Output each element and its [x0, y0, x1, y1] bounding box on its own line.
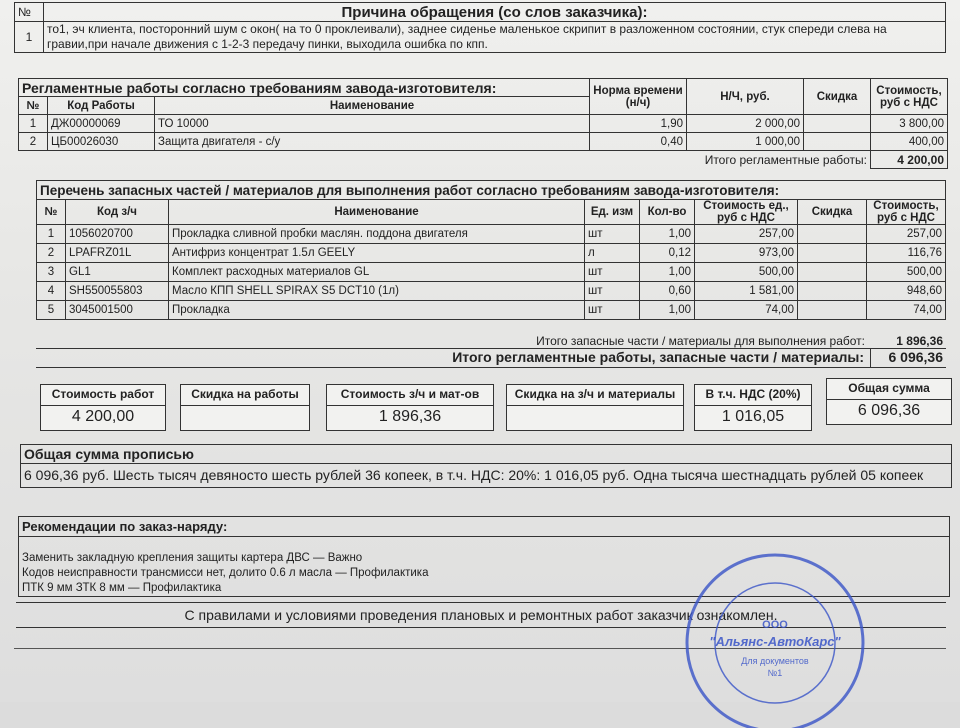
reason-text: то1, эч клиента, посторонний шум с окон( на то 0 проклеивали), заднее сиденье маленькое скрипит в разложенном состоянии, стук спереди слева на гравии,при начале движения с 1-2-3 передачу пинки, выходила ошибка по кпп. [44, 22, 946, 53]
parts-header-qty: Кол-во [640, 200, 695, 225]
amount-in-words-label: Общая сумма прописью [21, 445, 951, 464]
parts-row-code: SH550055803 [66, 282, 169, 301]
summary-total-value: 6 096,36 [857, 402, 921, 419]
parts-row-unit: шт [585, 225, 640, 244]
summary-parts-cost-label: Стоимость з/ч и мат-ов [327, 385, 493, 406]
parts-row-cost: 116,76 [867, 244, 946, 263]
works-row-norm: 0,40 [590, 133, 687, 151]
works-row-discount [804, 115, 871, 133]
parts-row-discount [798, 263, 867, 282]
recommendation-line: Заменить закладную крепления защиты картера ДВС — Важно [22, 552, 363, 564]
summary-total [826, 378, 952, 425]
parts-row-unit: шт [585, 263, 640, 282]
summary-works-discount [180, 384, 310, 431]
parts-row-price: 973,00 [695, 244, 798, 263]
parts-row-name: Прокладка сливной пробки маслян. поддона двигателя [169, 225, 585, 244]
works-total-value: 4 200,00 [871, 151, 948, 169]
table-row [37, 225, 946, 244]
works-row-cost: 3 800,00 [871, 115, 948, 133]
stamp-ooo: ООО [762, 619, 788, 631]
reason-row-no: 1 [15, 22, 44, 53]
parts-row-no: 4 [37, 282, 66, 301]
recommendation-line: ПТК 9 мм ЗТК 8 мм — Профилактика [22, 582, 222, 594]
parts-row-cost: 257,00 [867, 225, 946, 244]
table-row [37, 301, 946, 320]
stamp-for-docs: Для документов [741, 656, 809, 666]
parts-table [36, 180, 946, 320]
works-row-discount [804, 133, 871, 151]
parts-header-price: Стоимость ед., руб с НДС [695, 200, 798, 225]
parts-title: Перечень запасных частей / материалов для выполнения работ согласно требованиям завода-изготовителя: [37, 181, 946, 200]
works-row-no: 1 [19, 115, 48, 133]
parts-total-label: Итого запасные части / материалы для выполнения работ: [536, 334, 865, 348]
recommendation-line: Кодов неисправности трансмисси нет, долито 0.6 л масла — Профилактика [22, 567, 429, 579]
grand-total [36, 348, 946, 368]
stamp-company: "Альянс-АвтоКарс" [709, 634, 841, 649]
works-title: Регламентные работы согласно требованиям завода-изготовителя: [19, 79, 590, 97]
works-header-cost: Стоимость, руб с НДС [871, 79, 948, 115]
works-total-label: Итого регламентные работы: [704, 152, 867, 167]
summary-vat-label: В т.ч. НДС (20%) [695, 385, 811, 406]
parts-row-code: 1056020700 [66, 225, 169, 244]
table-row [19, 115, 948, 133]
summary-works-cost-label: Стоимость работ [41, 385, 165, 406]
parts-row-no: 3 [37, 263, 66, 282]
parts-row-price: 1 581,00 [695, 282, 798, 301]
summary-works-discount-label: Скидка на работы [181, 385, 309, 406]
summary-parts-discount-value [507, 406, 683, 430]
parts-row-code: GL1 [66, 263, 169, 282]
parts-row-discount [798, 282, 867, 301]
parts-row-no: 2 [37, 244, 66, 263]
table-row [37, 282, 946, 301]
summary-vat-value: 1 016,05 [721, 408, 785, 425]
parts-header-name: Наименование [169, 200, 585, 225]
works-header-norm: Норма времени (н/ч) [590, 79, 687, 115]
parts-row-name: Антифриз концентрат 1.5л GEELY [169, 244, 585, 263]
works-header-discount: Скидка [804, 79, 871, 115]
parts-row-unit: л [585, 244, 640, 263]
summary-works-discount-value [181, 406, 309, 430]
table-row [37, 244, 946, 263]
parts-row-qty: 1,00 [640, 263, 695, 282]
parts-row-qty: 0,12 [640, 244, 695, 263]
works-header-nh: Н/Ч, руб. [687, 79, 804, 115]
summary-parts-cost-value: 1 896,36 [378, 408, 442, 425]
works-row-nh: 1 000,00 [687, 133, 804, 151]
works-row-no: 2 [19, 133, 48, 151]
summary-works-cost-value: 4 200,00 [71, 408, 135, 425]
parts-row-qty: 0,60 [640, 282, 695, 301]
parts-row-qty: 1,00 [640, 301, 695, 320]
reason-title: Причина обращения (со слов заказчика): [44, 3, 946, 22]
parts-row-qty: 1,00 [640, 225, 695, 244]
parts-row-no: 5 [37, 301, 66, 320]
parts-row-price: 257,00 [695, 225, 798, 244]
parts-row-unit: шт [585, 301, 640, 320]
summary-works-cost [40, 384, 166, 431]
parts-row-price: 74,00 [695, 301, 798, 320]
amount-in-words [20, 444, 952, 488]
parts-row-code: LPAFRZ01L [66, 244, 169, 263]
summary-parts-discount-label: Скидка на з/ч и материалы [507, 385, 683, 406]
parts-row-no: 1 [37, 225, 66, 244]
parts-row-name: Прокладка [169, 301, 585, 320]
parts-row-discount [798, 225, 867, 244]
table-row [19, 133, 948, 151]
parts-total-value: 1 896,36 [896, 334, 943, 348]
works-row-cost: 400,00 [871, 133, 948, 151]
works-row-norm: 1,90 [590, 115, 687, 133]
parts-header-cost: Стоимость, руб с НДС [867, 200, 946, 225]
grand-total-value: 6 096,36 [870, 349, 946, 367]
parts-row-unit: шт [585, 282, 640, 301]
reason-col-no: № [15, 3, 44, 22]
parts-row-name: Масло КПП SHELL SPIRAX S5 DCT10 (1л) [169, 282, 585, 301]
works-header-name: Наименование [155, 97, 590, 115]
works-row-name: ТО 10000 [155, 115, 590, 133]
parts-header-discount: Скидка [798, 200, 867, 225]
amount-in-words-text: 6 096,36 руб. Шесть тысяч девяносто шесть рублей 36 копеек, в т.ч. НДС: 20%: 1 016,05 руб. Одна тысяча шестнадцать рублей 05 копеек [24, 467, 924, 483]
works-table [18, 78, 948, 169]
rules-acknowledgement: С правилами и условиями проведения плановых и ремонтных работ заказчик ознакомлен. [16, 602, 946, 628]
works-row-code: ДЖ00000069 [48, 115, 155, 133]
parts-row-cost: 948,60 [867, 282, 946, 301]
company-stamp [680, 548, 875, 728]
table-row [37, 263, 946, 282]
works-row-nh: 2 000,00 [687, 115, 804, 133]
parts-header-code: Код з/ч [66, 200, 169, 225]
parts-row-name: Комплект расходных материалов GL [169, 263, 585, 282]
summary-parts-cost [326, 384, 494, 431]
parts-header-unit: Ед. изм [585, 200, 640, 225]
parts-row-code: 3045001500 [66, 301, 169, 320]
grand-total-label: Итого регламентные работы, запасные части / материалы: [452, 349, 864, 365]
parts-total [36, 334, 946, 348]
summary-vat [694, 384, 812, 431]
works-row-code: ЦБ00026030 [48, 133, 155, 151]
summary-parts-discount [506, 384, 684, 431]
parts-row-discount [798, 244, 867, 263]
parts-row-price: 500,00 [695, 263, 798, 282]
stamp-number: №1 [767, 668, 783, 678]
parts-row-discount [798, 301, 867, 320]
parts-header-no: № [37, 200, 66, 225]
parts-row-cost: 500,00 [867, 263, 946, 282]
summary-total-label: Общая сумма [827, 379, 951, 400]
reason-table [14, 2, 946, 53]
works-header-code: Код Работы [48, 97, 155, 115]
recommendations-label: Рекомендации по заказ-наряду: [19, 517, 949, 537]
parts-row-cost: 74,00 [867, 301, 946, 320]
works-header-no: № [19, 97, 48, 115]
works-row-name: Защита двигателя - с/у [155, 133, 590, 151]
